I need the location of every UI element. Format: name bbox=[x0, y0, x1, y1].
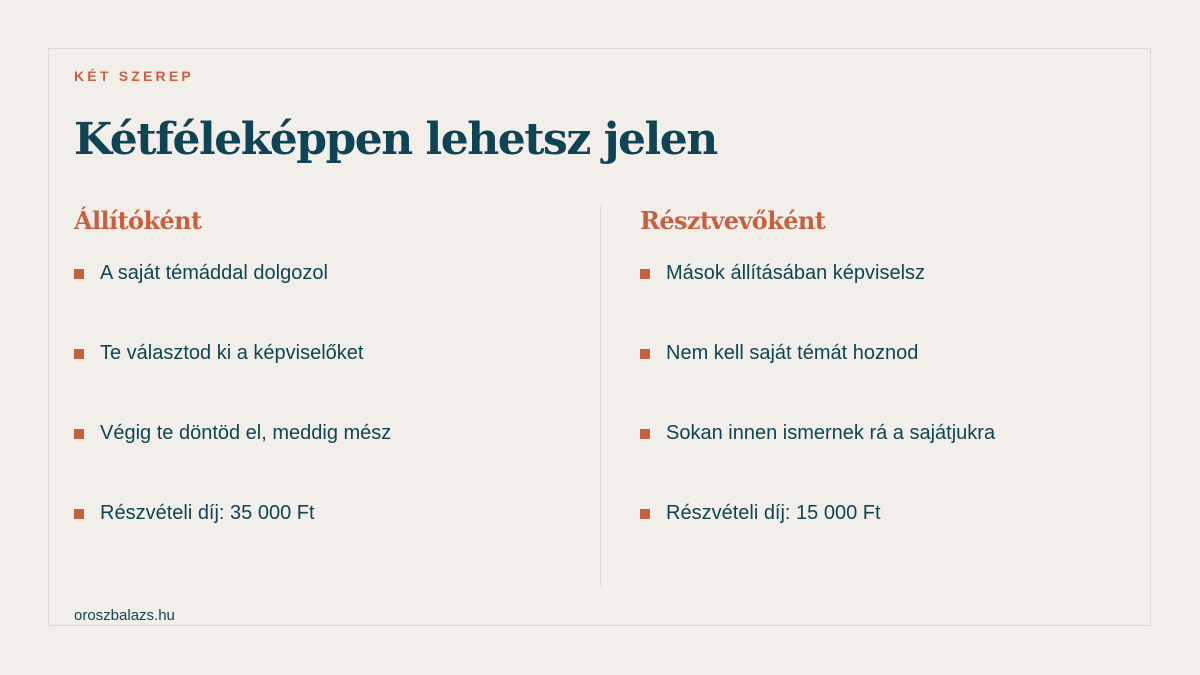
column-resztvevokent bbox=[640, 204, 996, 524]
eyebrow-label: KÉT SZEREP bbox=[74, 68, 194, 84]
square-bullet-icon bbox=[640, 509, 650, 519]
square-bullet-icon bbox=[74, 429, 84, 439]
list-item-text: Részvételi díj: 15 000 Ft bbox=[666, 502, 881, 524]
list-item bbox=[640, 260, 1120, 340]
footer-url: oroszbalazs.hu bbox=[74, 607, 175, 624]
list-item-text: Te választod ki a képviselőket bbox=[100, 342, 364, 364]
column-heading: Résztvevőként bbox=[640, 206, 826, 235]
square-bullet-icon bbox=[640, 349, 650, 359]
column-divider bbox=[600, 206, 601, 586]
list-item bbox=[640, 420, 1120, 500]
list-item bbox=[640, 500, 1120, 580]
square-bullet-icon bbox=[74, 349, 84, 359]
square-bullet-icon bbox=[640, 429, 650, 439]
square-bullet-icon bbox=[640, 269, 650, 279]
list-item bbox=[74, 260, 554, 340]
square-bullet-icon bbox=[74, 269, 84, 279]
list-item-text: Sokan innen ismernek rá a sajátjukra bbox=[666, 422, 996, 444]
list-item bbox=[640, 340, 1120, 420]
list-item bbox=[74, 340, 554, 420]
column-allitokent bbox=[74, 204, 392, 524]
list-item-text: Végig te döntöd el, meddig mész bbox=[100, 422, 392, 444]
bullet-list bbox=[640, 260, 1120, 580]
column-heading: Állítóként bbox=[74, 206, 202, 235]
square-bullet-icon bbox=[74, 509, 84, 519]
slide-title: Kétféleképpen lehetsz jelen bbox=[74, 114, 717, 165]
list-item-text: Mások állításában képviselsz bbox=[666, 262, 926, 284]
bullet-list bbox=[74, 260, 554, 580]
list-item-text: Részvételi díj: 35 000 Ft bbox=[100, 502, 315, 524]
list-item-text: A saját témáddal dolgozol bbox=[100, 262, 328, 284]
list-item bbox=[74, 500, 554, 580]
list-item-text: Nem kell saját témát hoznod bbox=[666, 342, 919, 364]
list-item bbox=[74, 420, 554, 500]
